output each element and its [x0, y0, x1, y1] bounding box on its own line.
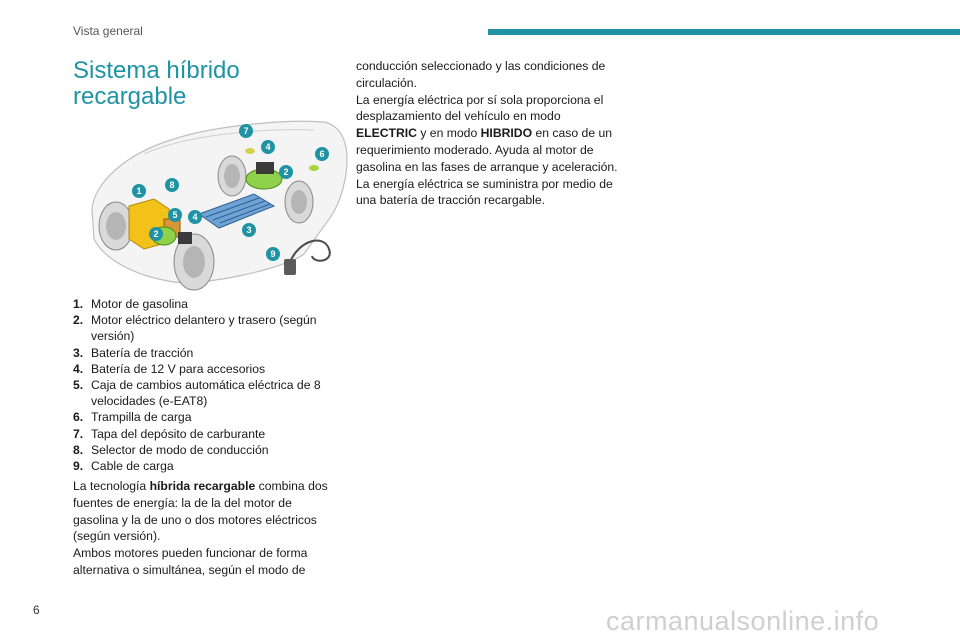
callout-8: 8 — [169, 180, 175, 190]
callout-3: 3 — [246, 225, 252, 235]
component-legend — [73, 296, 333, 474]
legend-item: 9. Cable de carga — [73, 459, 174, 474]
callout-6: 6 — [319, 149, 325, 159]
callout-5: 5 — [172, 210, 178, 220]
header-accent-bar — [488, 29, 960, 35]
body-paragraph-left: La tecnología híbrida recargable combina dos fuentes de energía: la de la del motor de gasolina y la de uno o dos motores eléctricos (según versión). Ambos motores pueden funcionar de forma alternativa o simultánea, según el modo de — [73, 479, 328, 577]
callout-9: 9 — [270, 249, 276, 259]
callout-2: 2 — [283, 167, 289, 177]
legend-item: 5. Caja de cambios automática eléctrica de 8 velocidades (e-EAT8) — [73, 378, 321, 409]
page-number: 6 — [33, 603, 40, 617]
page-title: Sistema híbrido recargable — [73, 57, 240, 110]
hybrid-system-illustration — [84, 114, 354, 294]
12v-battery-front — [178, 232, 192, 244]
legend-item: 6. Trampilla de carga — [73, 410, 192, 425]
legend-item: 4. Batería de 12 V para accesorios — [73, 361, 266, 376]
legend-item: 8. Selector de modo de conducción — [73, 442, 269, 457]
12v-battery-rear — [256, 162, 274, 174]
callout-1: 1 — [136, 186, 142, 196]
callout-2: 2 — [153, 229, 159, 239]
body-paragraph-right: conducción seleccionado y las condiciones de circulación. La energía eléctrica por sí sola proporciona el desplazamiento del vehículo en modo ELECTRIC y en modo HIBRIDO en caso de un requerimiento moderado. Ayuda al motor de gasolina en las fases de arranque y aceleración. La energía eléctrica se suministra por medio de una batería de tracción recargable. — [356, 59, 618, 208]
callout-7: 7 — [243, 126, 249, 136]
charging-flap — [309, 165, 319, 171]
section-header: Vista general — [73, 24, 143, 38]
legend-item: 3. Batería de tracción — [73, 345, 194, 360]
watermark: carmanualsonline.info — [606, 606, 880, 636]
legend-item: 2. Motor eléctrico delantero y trasero (según versión) — [73, 313, 317, 344]
legend-item: 7. Tapa del depósito de carburante — [73, 426, 266, 441]
legend-item: 1. Motor de gasolina — [73, 297, 188, 311]
callout-4: 4 — [192, 212, 198, 222]
callout-4: 4 — [265, 142, 271, 152]
fuel-filler-cap — [245, 148, 255, 154]
